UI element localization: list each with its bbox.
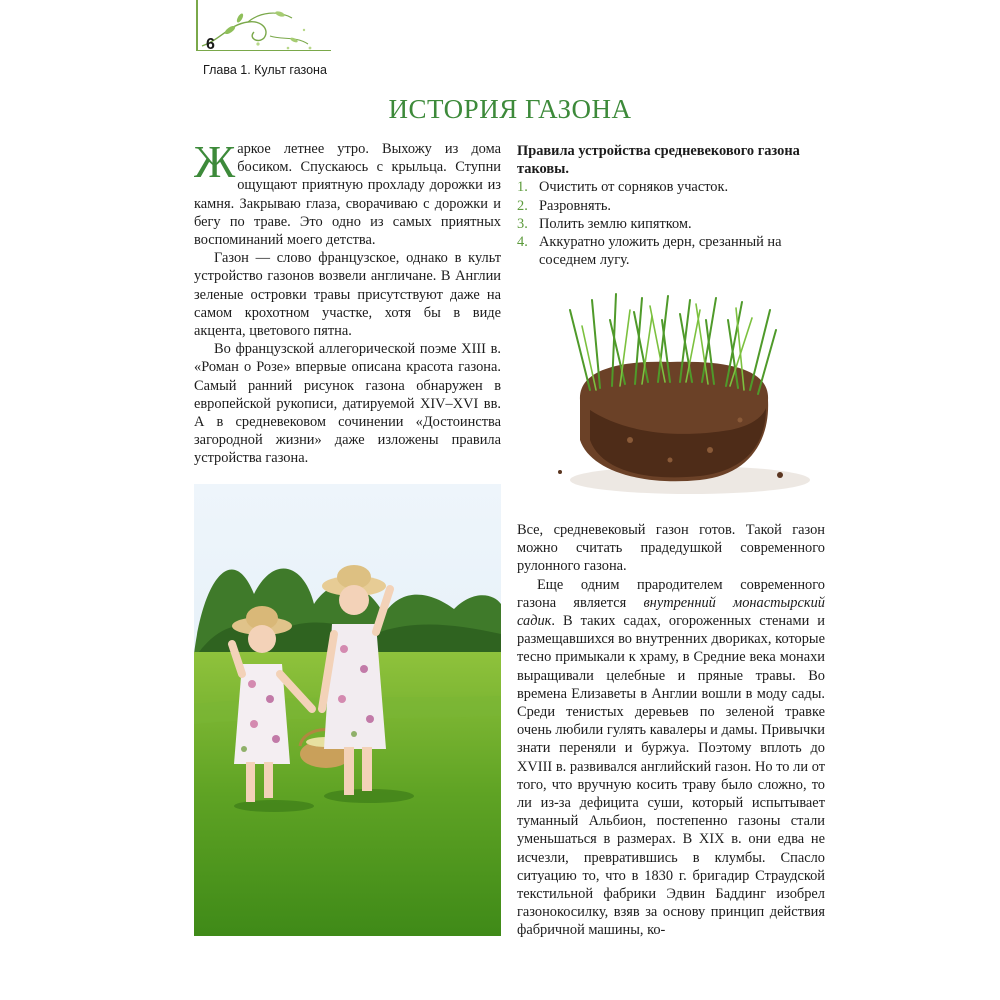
rules-heading: Правила устройства средневекового газона таковы. (517, 143, 800, 178)
rule-number: 2. (517, 197, 528, 214)
paragraph-medieval-lawn: Все, средневековый газон готов. Такой газон можно считать прадедушкой современного рулонного газона. (517, 522, 825, 575)
page-number: 6 (206, 36, 215, 53)
paragraph-monastery-garden (517, 576, 825, 940)
right-text-column-top (517, 142, 825, 269)
list-item (517, 215, 825, 233)
left-text-column (194, 136, 501, 468)
header-vertical-rule (196, 0, 198, 50)
text-span: . В таких садах, огороженных стенами и размещавшихся во внутренних двориках, которые тесно примыкали к храму, в Средние века монахи выращивали целебные и пряные травы. Во времена Елизаветы в Англии вошли в моду сады. Среди тенистых деревьев по зеленой травке очень любили гулять кавалеры и дамы. Привычки знати переняли и буржуа. Поэтому вплоть до XVIII в. развивался английский газон. Но то ли от того, что вручную косить траву было сложно, то ли из-за дефицита суши, который испытывает туманный Альбион, постепенно газоны стали уменьшаться в размерах. В XIX в. они едва не исчезли, превратившись в клумбы. Спасло ситуацию то, что в 1830 г. бригадир Страудской текстильной фабрики Эдвин Баддинг изобрел газонокосилку, взяв за основу принцип действия фабричной машины, ко- (517, 613, 825, 939)
chapter-title: Глава 1. Культ газона (203, 63, 327, 77)
rule-text: Очистить от сорняков участок. (539, 179, 729, 196)
right-text-column-bottom (517, 521, 825, 940)
italic-term: внутренний монастырский садик (517, 594, 825, 630)
rule-number: 3. (517, 215, 528, 232)
paragraph-roman-rose: Во французской аллегорической поэме XIII в. «Роман о Розе» впервые описана красота газона. Самый ранний рисунок газона обнаружен в европейской рукописи, датируемой XIV–XVI вв. А в средневековом сочинении «Достоинства загородной жизни» даже изложены правила устройства газона. (194, 341, 501, 467)
drop-cap: Ж (194, 136, 236, 187)
rule-text: Разровнять. (539, 197, 612, 214)
list-item (517, 233, 825, 269)
list-item (517, 197, 825, 215)
intro-text: аркое летнее утро. Выхожу из дома босиком. Спускаюсь с крыльца. Ступни ощущают приятную прохладу дорожки из камня. Закрываю глаза, сворачиваю с дорожки и бегу по траве. Это одно из самых приятных воспоминаний моего детства. (194, 141, 501, 249)
paragraph-gazon-origin: Газон — слово французское, однако в культ устройство газонов возвели англичане. В Англии зеленые островки травы присутствуют даже на самом крохотном участке, хотя бы в виде акцента, цветового пятна. (194, 250, 501, 340)
vine-ornament-icon (200, 6, 320, 52)
intro-paragraph (194, 136, 501, 249)
rule-text: Полить землю кипятком. (539, 215, 692, 232)
section-title: ИСТОРИЯ ГАЗОНА (388, 94, 632, 124)
children-on-lawn-photo (194, 484, 501, 936)
rule-number: 4. (517, 234, 528, 251)
rule-text: Аккуратно уложить дерн, срезанный на соседнем лугу. (539, 234, 782, 269)
turf-clod-photo (530, 290, 820, 500)
list-item (517, 178, 825, 196)
text-span: Еще одним прародителем современного газона является (517, 576, 825, 611)
rule-number: 1. (517, 179, 528, 196)
rules-list (517, 178, 825, 269)
